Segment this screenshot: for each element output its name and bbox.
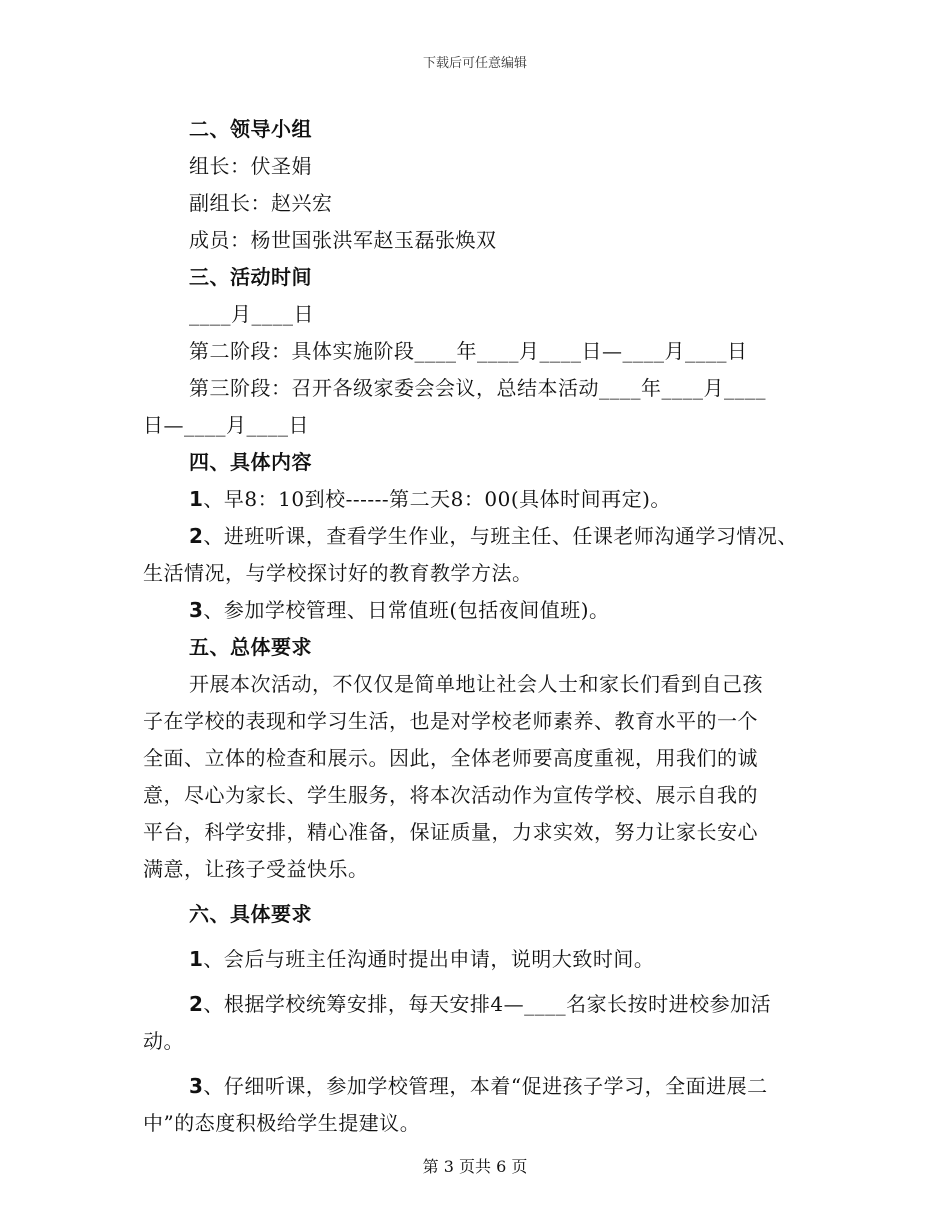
time-line-3b: 日—____月____日	[143, 413, 309, 437]
content-item-3-number: 3	[189, 598, 204, 622]
leader-line: 组长：伏圣娟	[189, 154, 312, 178]
content-item-1-number: 1	[189, 487, 204, 511]
page-footer: 第 3 页共 6 页	[422, 1157, 528, 1176]
page-header: 下载后可任意编辑	[422, 56, 527, 71]
content-item-3-text: 、参加学校管理、日常值班(包括夜间值班)。	[203, 598, 610, 622]
specific-item-1-number: 1	[189, 947, 204, 971]
section-heading-overall: 五、总体要求	[189, 635, 312, 659]
specific-item-2-number: 2	[189, 992, 204, 1016]
section-heading-leadership: 二、领导小组	[189, 117, 312, 141]
content-item-1	[143, 481, 823, 518]
content-item-3	[143, 592, 823, 629]
specific-item-1	[143, 941, 823, 978]
overall-paragraph-line-4: 意，尽心为家长、学生服务，将本次活动作为宣传学校、展示自我的	[143, 783, 758, 807]
content-item-1-text: 、早8：10到校------第二天8：00(具体时间再定)。	[203, 487, 671, 511]
overall-paragraph-line-2: 子在学校的表现和学习生活，也是对学校老师素养、教育水平的一个	[143, 709, 758, 733]
section-heading-content: 四、具体内容	[189, 450, 312, 474]
specific-item-3-number: 3	[189, 1074, 204, 1098]
overall-paragraph-line-6: 满意，让孩子受益快乐。	[143, 857, 369, 881]
specific-item-2-text: 、根据学校统筹安排，每天安排4—____名家长按时进校参加活	[203, 992, 772, 1016]
content-item-2	[143, 518, 823, 555]
specific-item-2-continued: 动。	[143, 1029, 184, 1053]
specific-item-1-text: 、会后与班主任沟通时提出申请，说明大致时间。	[203, 947, 655, 971]
specific-item-3-continued: 中”的态度积极给学生提建议。	[143, 1111, 421, 1135]
content-item-2-text: 、进班听课，查看学生作业，与班主任、任课老师沟通学习情况、	[203, 524, 798, 548]
members-line: 成员：杨世国张洪军赵玉磊张焕双	[189, 228, 497, 252]
overall-paragraph-line-5: 平台，科学安排，精心准备，保证质量，力求实效，努力让家长安心	[143, 820, 758, 844]
specific-item-3-text: 、仔细听课，参加学校管理，本着“促进孩子学习，全面进展二	[203, 1074, 768, 1098]
document-body	[143, 111, 823, 1142]
content-item-2-number: 2	[189, 524, 204, 548]
specific-item-3	[143, 1068, 823, 1105]
time-line-2: 第二阶段：具体实施阶段____年____月____日—____月____日	[189, 339, 748, 363]
time-line-3a: 第三阶段：召开各级家委会会议，总结本活动____年____月____	[189, 376, 766, 400]
specific-item-2	[143, 986, 823, 1023]
overall-paragraph-line-1: 开展本次活动，不仅仅是简单地让社会人士和家长们看到自己孩	[189, 672, 763, 696]
overall-paragraph-line-3: 全面、立体的检查和展示。因此，全体老师要高度重视，用我们的诚	[143, 746, 758, 770]
deputy-leader-line: 副组长：赵兴宏	[189, 191, 333, 215]
content-item-2-continued: 生活情况，与学校探讨好的教育教学方法。	[143, 561, 533, 585]
section-heading-specific: 六、具体要求	[189, 902, 312, 926]
time-line-1: ____月____日	[189, 302, 314, 326]
section-heading-time: 三、活动时间	[189, 265, 312, 289]
